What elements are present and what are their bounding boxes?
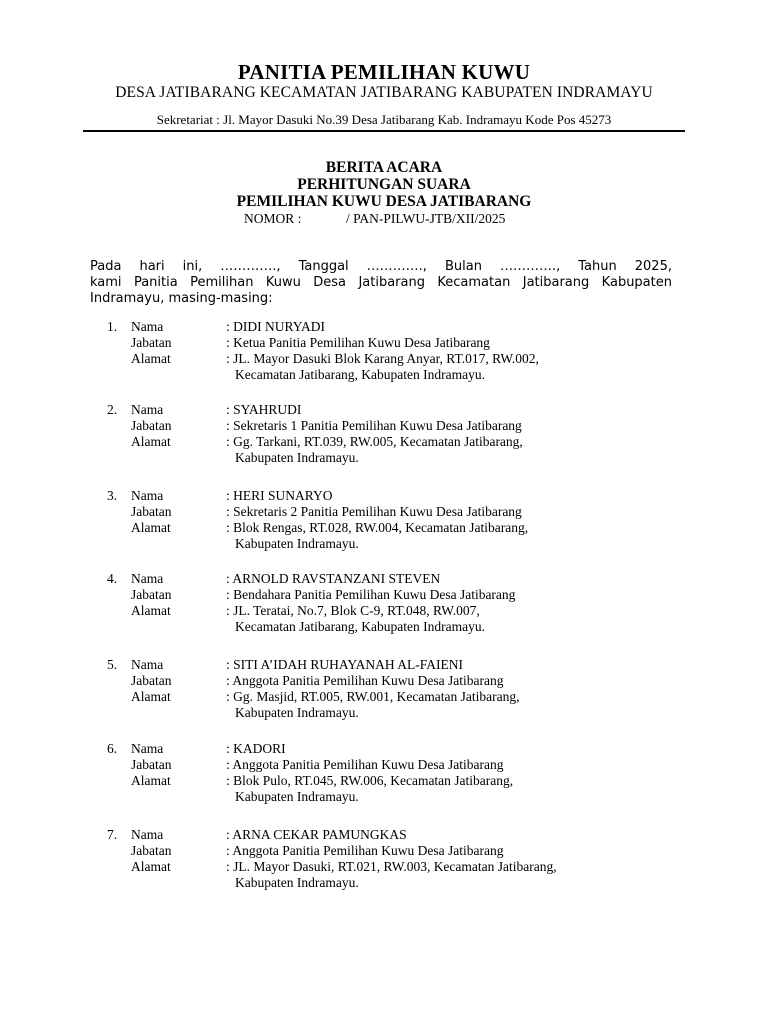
member-position: : Ketua Panitia Pemilihan Kuwu Desa Jatibarang	[226, 335, 490, 350]
member-address-line-1: : JL. Mayor Dasuki Blok Karang Anyar, RT.017, RW.002,	[226, 351, 539, 366]
member-number: 1.	[107, 319, 118, 334]
member-position: : Anggota Panitia Pemilihan Kuwu Desa Jatibarang	[226, 757, 504, 772]
intro-line-3: Indramayu, masing-masing:	[90, 291, 273, 306]
member-label-alamat: Alamat	[131, 603, 171, 618]
intro-line-1: Pada hari ini, …………., Tanggal …………., Bulan …………., Tahun 2025,	[90, 259, 672, 274]
member-name: : SYAHRUDI	[226, 402, 302, 417]
member-address-line-1: : JL. Teratai, No.7, Blok C-9, RT.048, RW.007,	[226, 603, 480, 618]
member-position: : Bendahara Panitia Pemilihan Kuwu Desa Jatibarang	[226, 587, 516, 602]
member-number: 3.	[107, 488, 118, 503]
member-address-line-2: Kecamatan Jatibarang, Kabupaten Indramayu.	[235, 367, 486, 382]
member-label-nama: Nama	[131, 741, 164, 756]
member-position: : Anggota Panitia Pemilihan Kuwu Desa Jatibarang	[226, 843, 504, 858]
member-address-line-1: : Blok Rengas, RT.028, RW.004, Kecamatan Jatibarang,	[226, 520, 529, 535]
member-position: : Anggota Panitia Pemilihan Kuwu Desa Jatibarang	[226, 673, 504, 688]
member-address-line-2: Kabupaten Indramayu.	[235, 536, 359, 551]
member-label-alamat: Alamat	[131, 434, 171, 449]
member-name: : ARNOLD RAVSTANZANI STEVEN	[226, 571, 441, 586]
member-name: : KADORI	[226, 741, 286, 756]
nomor-value: / PAN-PILWU-JTB/XII/2025	[346, 211, 506, 226]
member-number: 2.	[107, 402, 118, 417]
member-number: 5.	[107, 657, 118, 672]
member-name: : DIDI NURYADI	[226, 319, 325, 334]
intro-line-2: kami Panitia Pemilihan Kuwu Desa Jatibarang Kecamatan Jatibarang Kabupaten	[90, 275, 672, 290]
doc-title-line-2: PERHITUNGAN SUARA	[297, 176, 471, 193]
member-number: 6.	[107, 741, 118, 756]
member-position: : Sekretaris 2 Panitia Pemilihan Kuwu Desa Jatibarang	[226, 504, 522, 519]
member-label-jabatan: Jabatan	[131, 757, 172, 772]
member-address-line-1: : Blok Pulo, RT.045, RW.006, Kecamatan Jatibarang,	[226, 773, 514, 788]
org-address: Sekretariat : Jl. Mayor Dasuki No.39 Desa Jatibarang Kab. Indramayu Kode Pos 45273	[156, 112, 612, 127]
member-label-nama: Nama	[131, 402, 164, 417]
member-position: : Sekretaris 1 Panitia Pemilihan Kuwu Desa Jatibarang	[226, 418, 522, 433]
member-address-line-1: : Gg. Tarkani, RT.039, RW.005, Kecamatan Jatibarang,	[226, 434, 523, 449]
nomor-label: NOMOR :	[244, 211, 302, 226]
member-name: : SITI A’IDAH RUHAYANAH AL-FAIENI	[226, 657, 463, 672]
member-label-nama: Nama	[131, 319, 164, 334]
member-label-nama: Nama	[131, 571, 164, 586]
member-label-jabatan: Jabatan	[131, 504, 172, 519]
member-label-jabatan: Jabatan	[131, 418, 172, 433]
member-label-alamat: Alamat	[131, 859, 171, 874]
member-label-jabatan: Jabatan	[131, 843, 172, 858]
member-address-line-2: Kabupaten Indramayu.	[235, 450, 359, 465]
doc-title-line-3: PEMILIHAN KUWU DESA JATIBARANG	[236, 193, 532, 210]
member-label-alamat: Alamat	[131, 351, 171, 366]
member-name: : ARNA CEKAR PAMUNGKAS	[226, 827, 407, 842]
member-address-line-2: Kecamatan Jatibarang, Kabupaten Indramayu.	[235, 619, 486, 634]
member-label-alamat: Alamat	[131, 689, 171, 704]
doc-title-line-1: BERITA ACARA	[325, 159, 443, 176]
member-label-alamat: Alamat	[131, 773, 171, 788]
member-label-jabatan: Jabatan	[131, 673, 172, 688]
org-subtitle: DESA JATIBARANG KECAMATAN JATIBARANG KABUPATEN INDRAMAYU	[115, 84, 653, 101]
member-name: : HERI SUNARYO	[226, 488, 333, 503]
member-address-line-2: Kabupaten Indramayu.	[235, 875, 359, 890]
member-label-alamat: Alamat	[131, 520, 171, 535]
member-number: 7.	[107, 827, 118, 842]
org-title: PANITIA PEMILIHAN KUWU	[237, 60, 531, 84]
member-label-nama: Nama	[131, 657, 164, 672]
member-label-jabatan: Jabatan	[131, 587, 172, 602]
member-label-nama: Nama	[131, 488, 164, 503]
member-label-nama: Nama	[131, 827, 164, 842]
member-number: 4.	[107, 571, 118, 586]
member-address-line-1: : Gg. Masjid, RT.005, RW.001, Kecamatan Jatibarang,	[226, 689, 520, 704]
member-label-jabatan: Jabatan	[131, 335, 172, 350]
member-address-line-1: : JL. Mayor Dasuki, RT.021, RW.003, Kecamatan Jatibarang,	[226, 859, 557, 874]
member-address-line-2: Kabupaten Indramayu.	[235, 789, 359, 804]
member-address-line-2: Kabupaten Indramayu.	[235, 705, 359, 720]
